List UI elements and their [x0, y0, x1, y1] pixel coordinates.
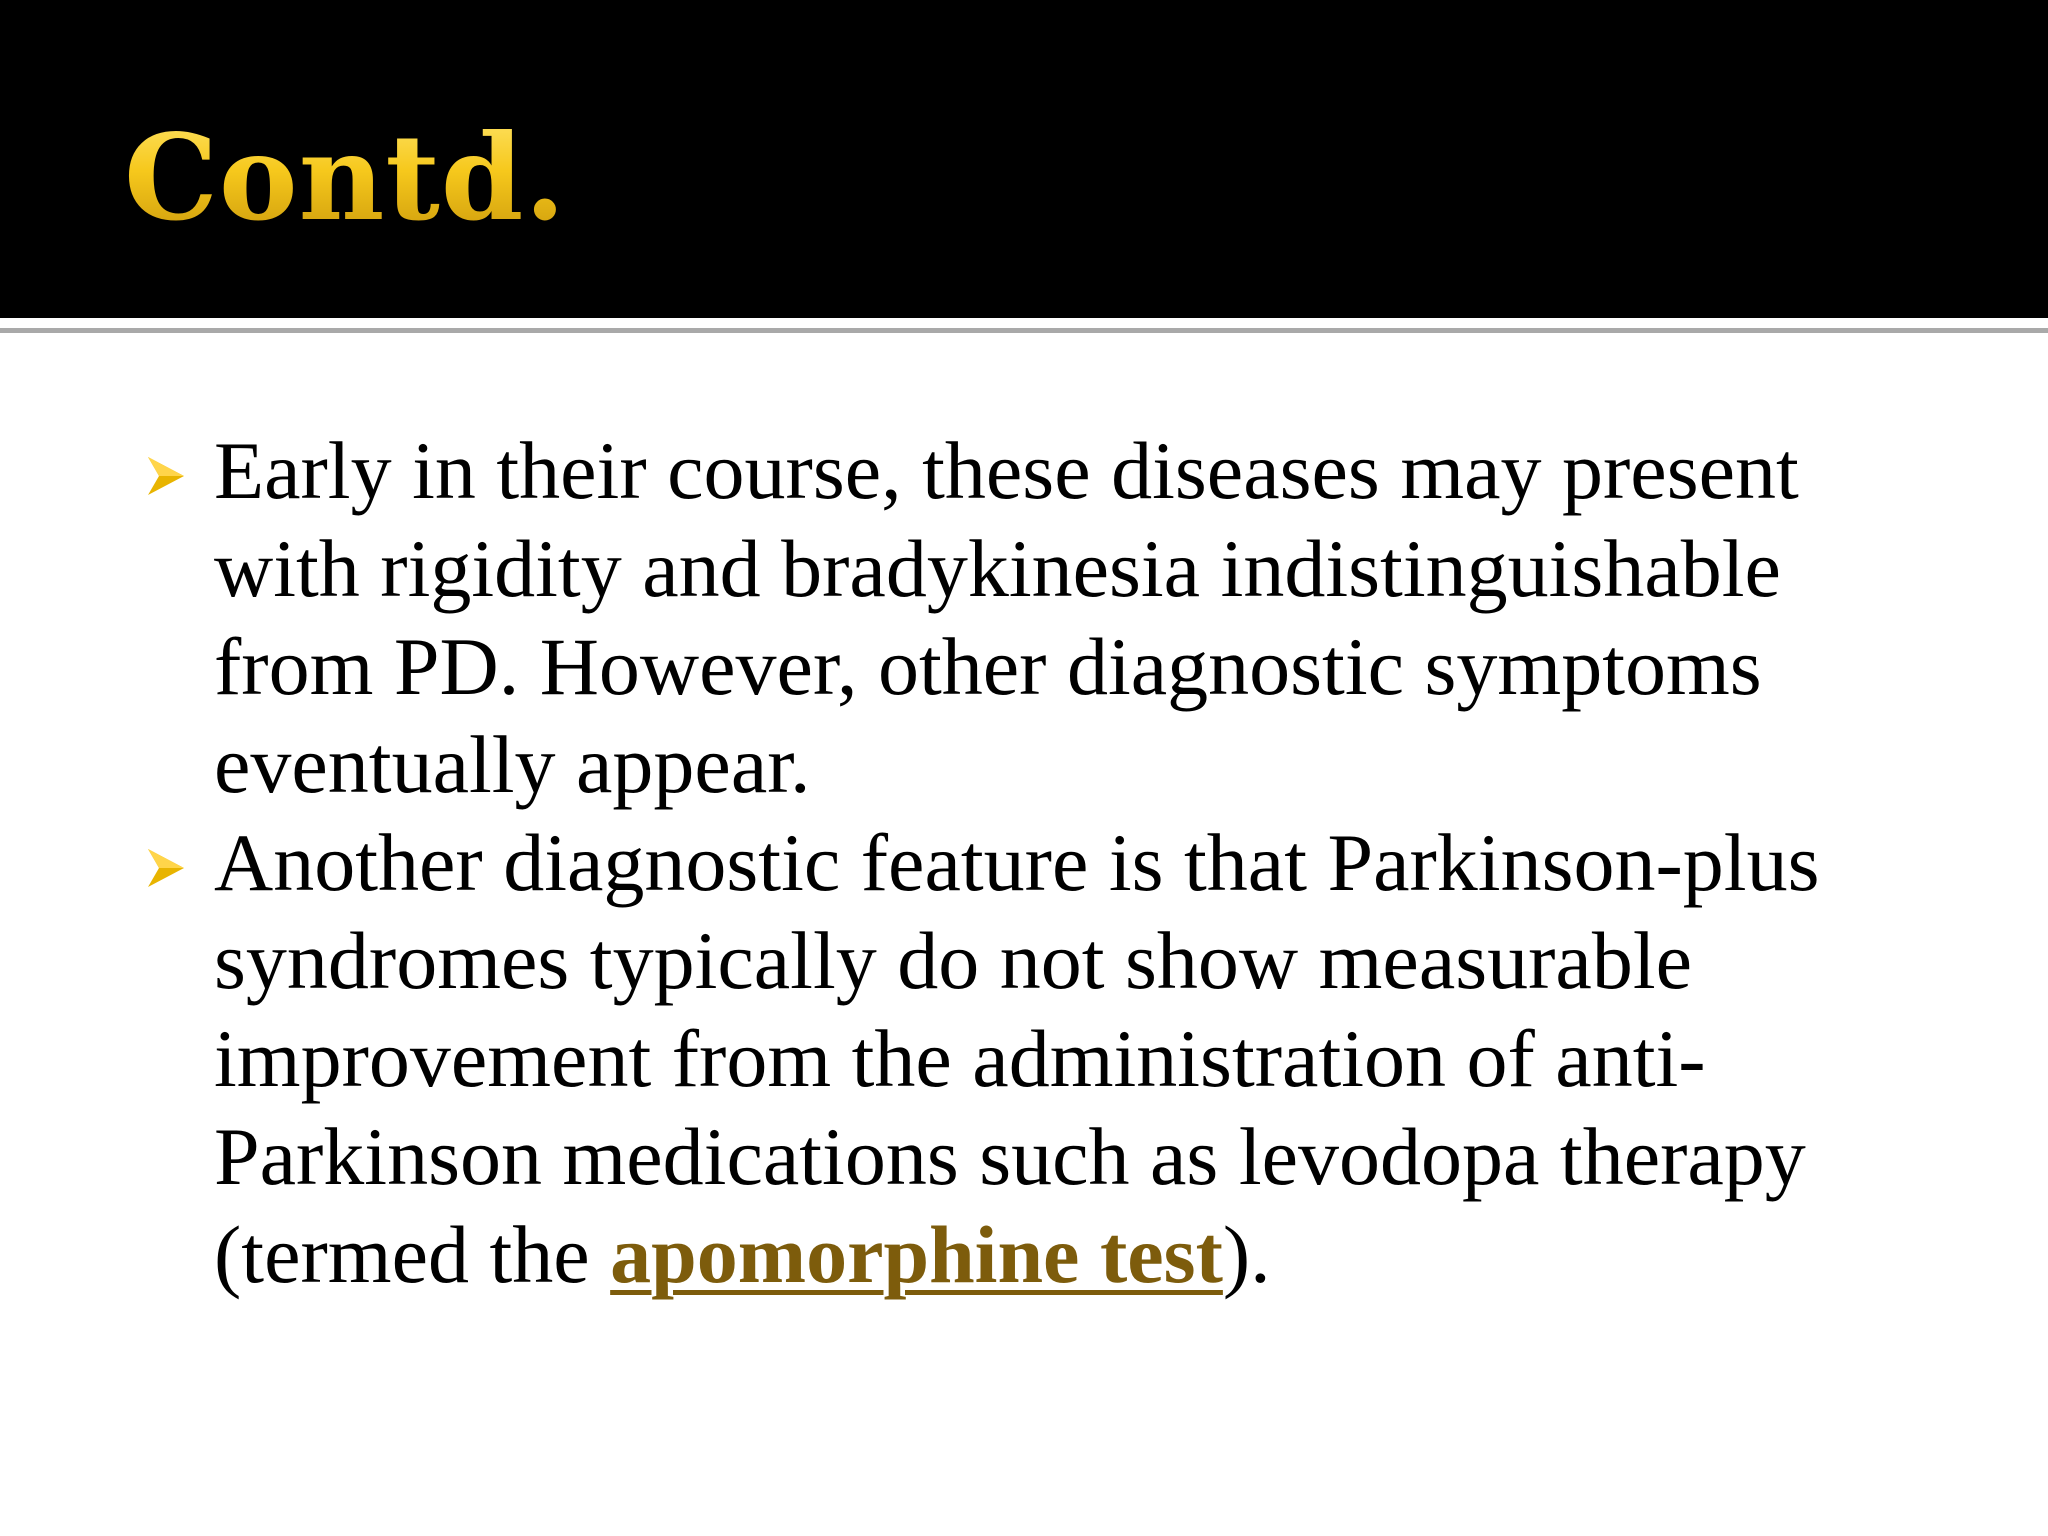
divider-grey: [0, 328, 2048, 333]
bullet-item-2: [140, 814, 1940, 1304]
title-bar: [0, 0, 2048, 318]
bullet-text: Another diagnostic feature is that Parkinson-plus syndromes typically do not show measurable improvement from the administration of anti-Parkinson medications such as levodopa therapy (termed the: [214, 817, 1820, 1300]
bullet-item-1: [140, 422, 1940, 814]
slide-title: Contd.: [124, 108, 567, 247]
bullet-list: [140, 422, 1940, 1304]
bullet-text: Early in their course, these diseases may present with rigidity and bradykinesia indistinguishable from PD. However, other diagnostic symptoms eventually appear.: [214, 425, 1799, 810]
arrowhead-bullet-icon: [144, 846, 188, 890]
bullet-text-end: ).: [1222, 1209, 1271, 1300]
arrowhead-bullet-icon: [144, 454, 188, 498]
apomorphine-test-link[interactable]: apomorphine test: [610, 1209, 1223, 1300]
divider-white: [0, 318, 2048, 326]
